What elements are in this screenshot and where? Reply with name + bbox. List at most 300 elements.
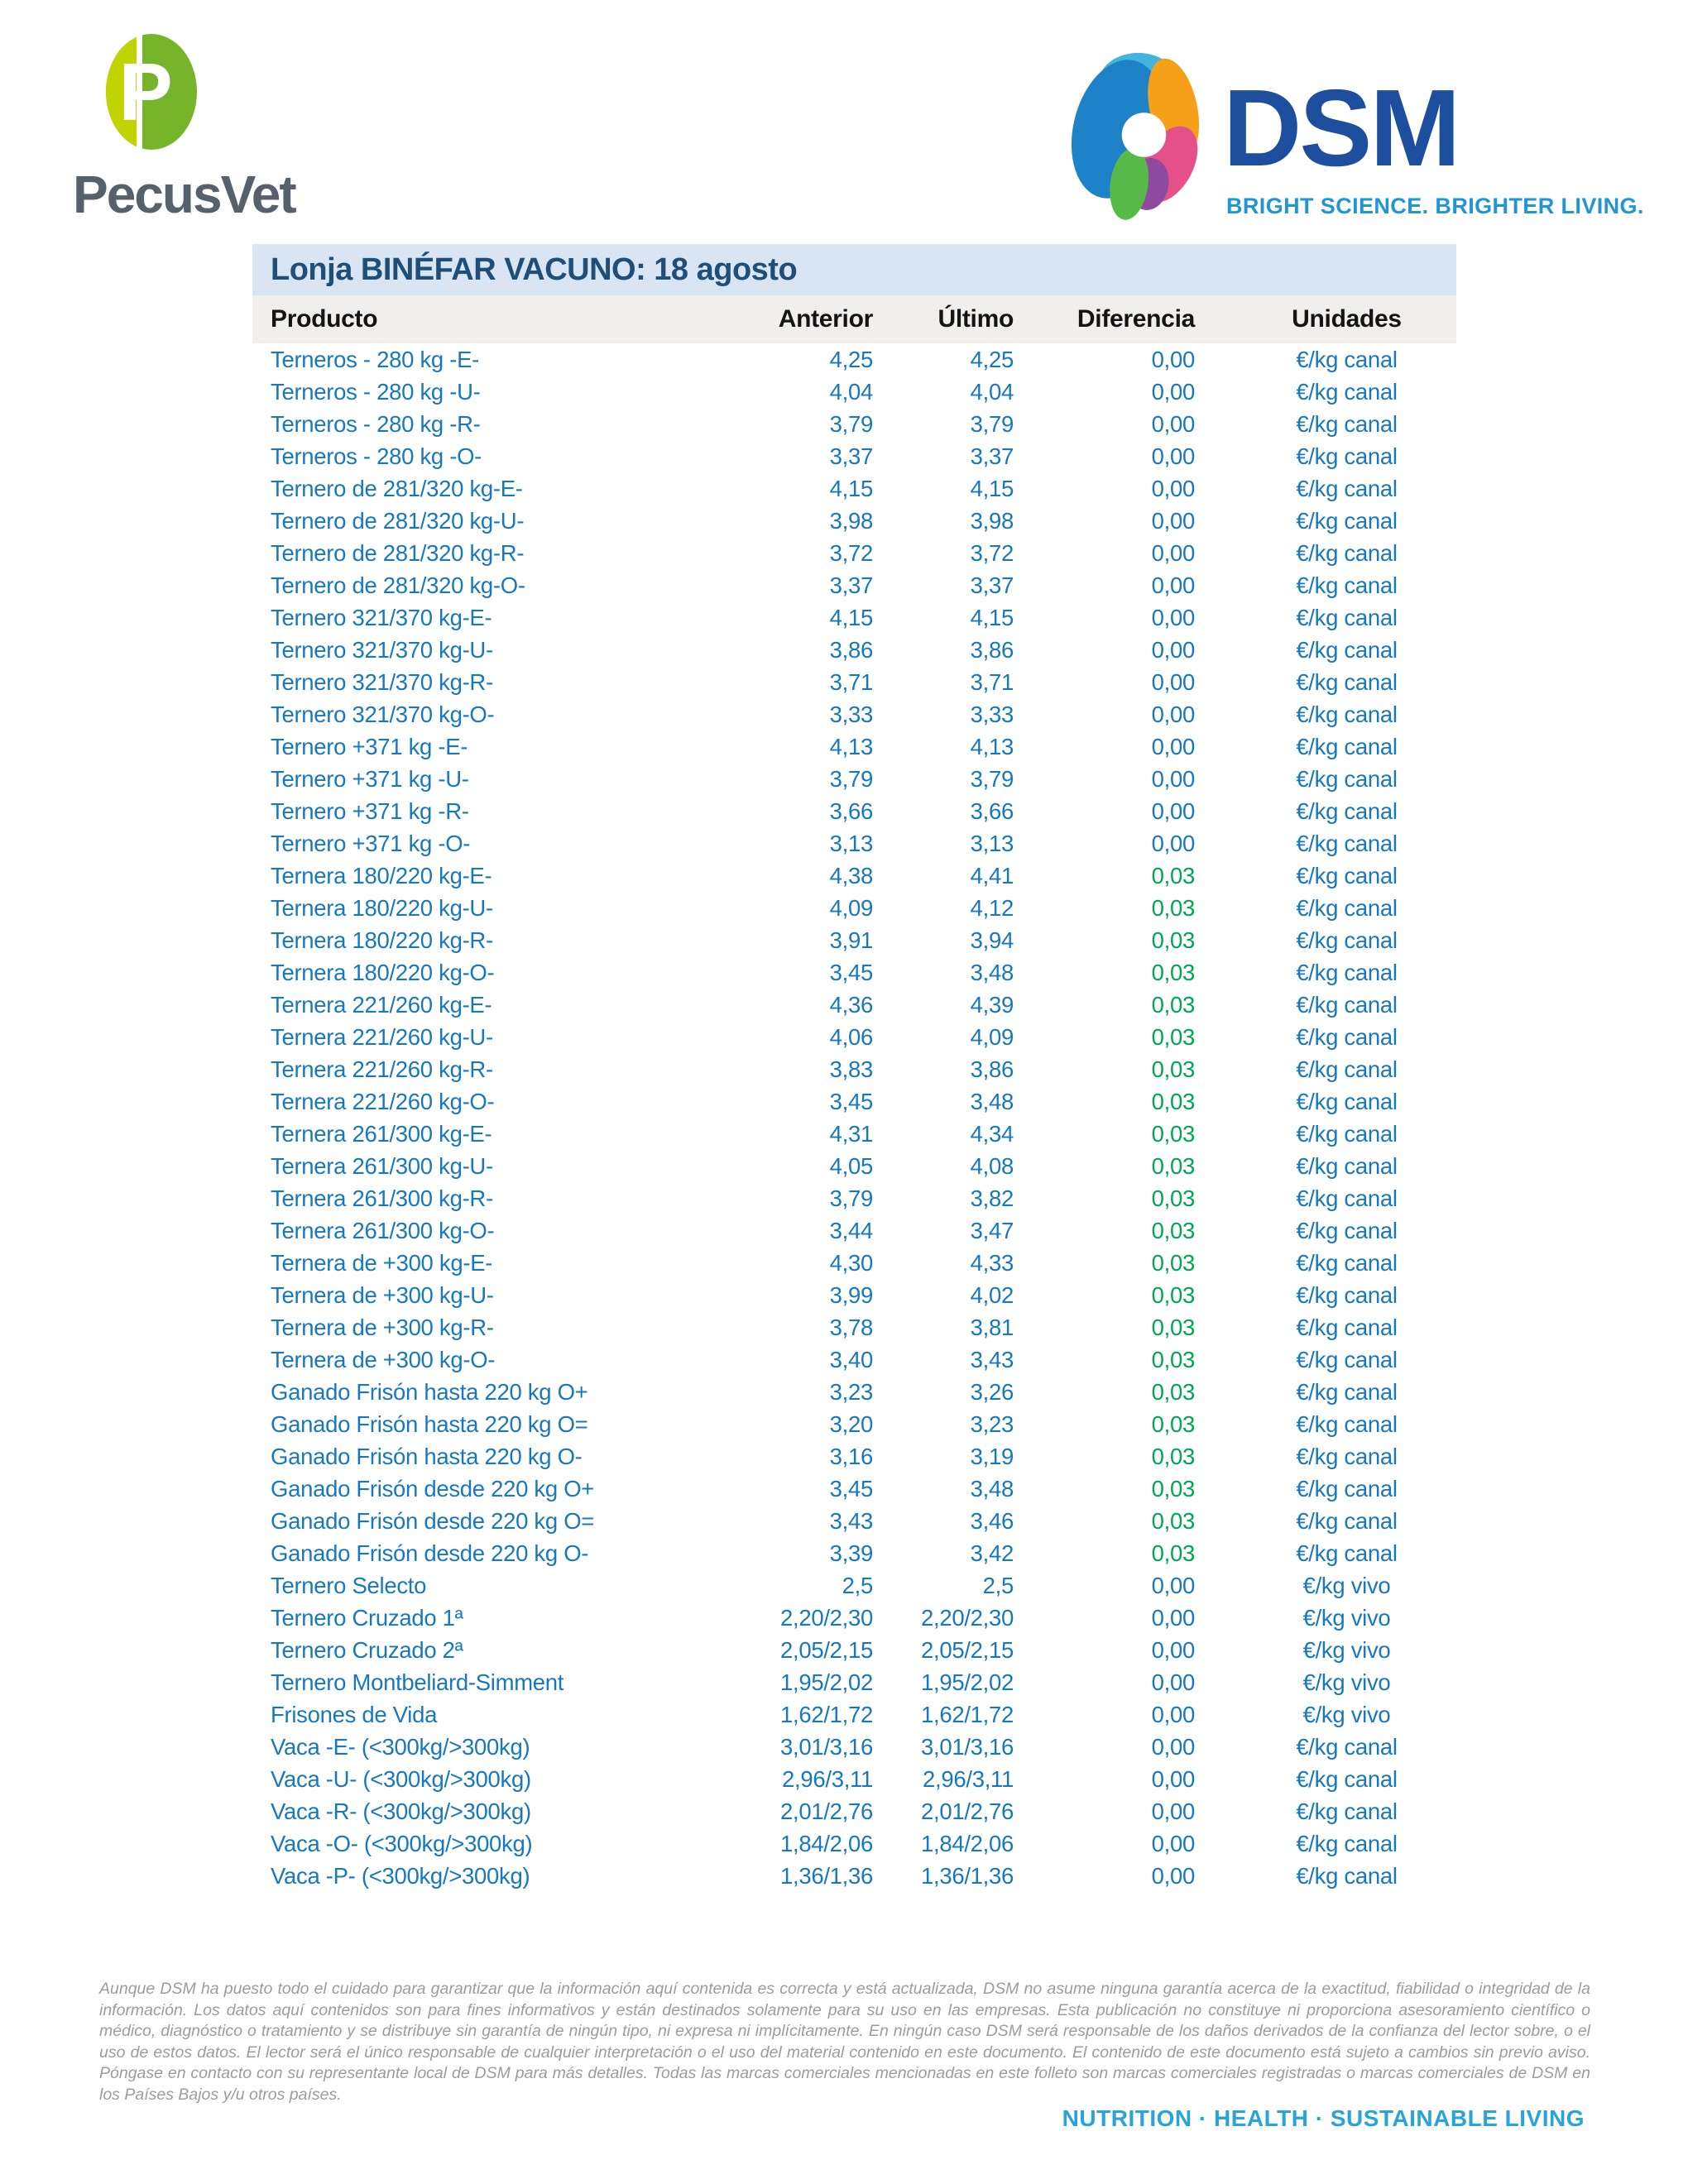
- product-name: Ternero Selecto: [271, 1572, 427, 1598]
- table-row: [252, 1279, 1456, 1311]
- unidades-value: €/kg canal: [1296, 927, 1398, 953]
- anterior-value: 3,39: [829, 1540, 873, 1566]
- ultimo-value: 4,39: [970, 991, 1014, 1018]
- product-name: Terneros - 280 kg -E-: [271, 346, 479, 372]
- product-name: Ternero +371 kg -R-: [271, 797, 469, 824]
- anterior-value: 4,36: [829, 991, 873, 1018]
- ultimo-value: 1,95/2,02: [921, 1669, 1014, 1695]
- table-row: [252, 1537, 1456, 1569]
- unidades-value: €/kg canal: [1296, 410, 1398, 437]
- table-title: Lonja BINÉFAR VACUNO: 18 agosto: [252, 244, 1456, 295]
- disclaimer-text: Aunque DSM ha puesto todo el cuidado para garantizar que la información aquí contenida es correcta y está actualizada, DSM no asume ninguna garantía acerca de la exactitud, fiabilidad o integridad de la información. Los datos aquí contenidos son para fines informativos y están destinados solamente para su uso en las empresas. Esta publicación no constituye ni proporciona asesoramiento científico o médico, diagnóstico o tratamiento y se distribuye sin garantía de ningún tipo, ni expresa ni implícitamente. En ningún caso DSM será responsable de los daños derivados de la confianza del lector sobre, o el uso de estos datos. El lector será el único responsable de cualquier interpretación o el uso del material contenido en este documento. El contenido de este documento está sujeto a cambios sin previo aviso. Póngase en contacto con su representante local de DSM para más detalles. Todas las marcas comerciales mencionadas en este folleto son marcas comerciales registradas o marcas comerciales de DSM en los Países Bajos y/u otros países.: [99, 1980, 1590, 2104]
- diferencia-value: 0,03: [1151, 894, 1195, 921]
- diferencia-value: 0,00: [1151, 1669, 1195, 1695]
- ultimo-value: 1,36/1,36: [921, 1862, 1014, 1889]
- table-row: [252, 1150, 1456, 1182]
- anterior-value: 2,20/2,30: [780, 1604, 873, 1631]
- diferencia-value: 0,03: [1151, 1378, 1195, 1405]
- diferencia-value: 0,00: [1151, 733, 1195, 759]
- diferencia-value: 0,00: [1151, 701, 1195, 727]
- product-name: Ternera 221/260 kg-R-: [271, 1056, 493, 1082]
- unidades-value: €/kg canal: [1296, 765, 1398, 792]
- anterior-value: 3,78: [829, 1314, 873, 1340]
- ultimo-value: 2,5: [982, 1572, 1014, 1598]
- anterior-value: 3,79: [829, 410, 873, 437]
- product-name: Ternera 261/300 kg-U-: [271, 1152, 493, 1179]
- pecusvet-monogram-icon: [106, 33, 197, 151]
- ultimo-value: 3,86: [970, 1056, 1014, 1082]
- diferencia-value: 0,03: [1151, 1410, 1195, 1437]
- table-row: [252, 795, 1456, 827]
- anterior-value: 4,06: [829, 1023, 873, 1050]
- diferencia-value: 0,00: [1151, 443, 1195, 469]
- ultimo-value: 2,20/2,30: [921, 1604, 1014, 1631]
- table-row: [252, 698, 1456, 730]
- product-name: Frisones de Vida: [271, 1701, 438, 1727]
- ultimo-value: 3,37: [970, 443, 1014, 469]
- product-name: Ternera 261/300 kg-R-: [271, 1185, 493, 1211]
- table-row: [252, 440, 1456, 472]
- anterior-value: 3,13: [829, 830, 873, 856]
- table-row: [252, 1053, 1456, 1085]
- diferencia-value: 0,00: [1151, 1572, 1195, 1598]
- ultimo-value: 3,71: [970, 668, 1014, 695]
- anterior-value: 3,71: [829, 668, 873, 695]
- unidades-value: €/kg canal: [1296, 507, 1398, 534]
- product-name: Ternero de 281/320 kg-E-: [271, 475, 523, 501]
- anterior-value: 3,86: [829, 636, 873, 663]
- unidades-value: €/kg canal: [1296, 604, 1398, 630]
- table-row: [252, 730, 1456, 763]
- table-row: [252, 1214, 1456, 1247]
- diferencia-value: 0,03: [1151, 862, 1195, 888]
- unidades-value: €/kg canal: [1296, 701, 1398, 727]
- product-name: Ganado Frisón hasta 220 kg O=: [271, 1410, 588, 1437]
- diferencia-value: 0,03: [1151, 1185, 1195, 1211]
- diferencia-value: 0,00: [1151, 830, 1195, 856]
- product-name: Ternero 321/370 kg-R-: [271, 668, 493, 695]
- unidades-value: €/kg canal: [1296, 894, 1398, 921]
- product-name: Terneros - 280 kg -U-: [271, 378, 481, 405]
- diferencia-value: 0,00: [1151, 765, 1195, 792]
- unidades-value: €/kg canal: [1296, 1475, 1398, 1502]
- product-name: Ternera 221/260 kg-E-: [271, 991, 492, 1018]
- product-name: Ganado Frisón hasta 220 kg O+: [271, 1378, 588, 1405]
- diferencia-value: 0,00: [1151, 1701, 1195, 1727]
- anterior-value: 3,98: [829, 507, 873, 534]
- unidades-value: €/kg canal: [1296, 1088, 1398, 1114]
- product-name: Ternera de +300 kg-E-: [271, 1249, 493, 1276]
- anterior-value: 4,15: [829, 604, 873, 630]
- diferencia-value: 0,03: [1151, 1314, 1195, 1340]
- table-row: [252, 827, 1456, 860]
- unidades-value: €/kg canal: [1296, 1281, 1398, 1308]
- diferencia-value: 0,00: [1151, 1830, 1195, 1856]
- dsm-swirl-icon: [1066, 43, 1219, 223]
- anterior-value: 2,01/2,76: [780, 1798, 873, 1824]
- dsm-tagline: BRIGHT SCIENCE. BRIGHTER LIVING.: [1226, 194, 1644, 218]
- table-row: [252, 1247, 1456, 1279]
- unidades-value: €/kg canal: [1296, 991, 1398, 1018]
- diferencia-value: 0,03: [1151, 1120, 1195, 1147]
- anterior-value: 4,09: [829, 894, 873, 921]
- product-name: Ternera 221/260 kg-O-: [271, 1088, 495, 1114]
- unidades-value: €/kg canal: [1296, 1249, 1398, 1276]
- anterior-value: 3,20: [829, 1410, 873, 1437]
- unidades-value: €/kg canal: [1296, 572, 1398, 598]
- anterior-value: 3,37: [829, 443, 873, 469]
- unidades-value: €/kg canal: [1296, 1410, 1398, 1437]
- unidades-value: €/kg canal: [1296, 1152, 1398, 1179]
- anterior-value: 3,72: [829, 539, 873, 566]
- diferencia-value: 0,03: [1151, 1281, 1195, 1308]
- ultimo-value: 3,33: [970, 701, 1014, 727]
- anterior-value: 4,04: [829, 378, 873, 405]
- ultimo-value: 3,01/3,16: [921, 1733, 1014, 1760]
- product-name: Ternero +371 kg -U-: [271, 765, 469, 792]
- ultimo-value: 3,37: [970, 572, 1014, 598]
- ultimo-value: 3,23: [970, 1410, 1014, 1437]
- product-name: Ganado Frisón desde 220 kg O+: [271, 1475, 595, 1502]
- unidades-value: €/kg canal: [1296, 636, 1398, 663]
- unidades-value: €/kg vivo: [1302, 1604, 1391, 1631]
- anterior-value: 3,44: [829, 1217, 873, 1243]
- unidades-value: €/kg canal: [1296, 539, 1398, 566]
- table-row: [252, 989, 1456, 1021]
- ultimo-value: 3,98: [970, 507, 1014, 534]
- unidades-value: €/kg canal: [1296, 1507, 1398, 1534]
- ultimo-value: 4,41: [970, 862, 1014, 888]
- table-row: [252, 1569, 1456, 1602]
- anterior-value: 3,91: [829, 927, 873, 953]
- product-name: Ganado Frisón desde 220 kg O-: [271, 1540, 589, 1566]
- product-name: Terneros - 280 kg -O-: [271, 443, 482, 469]
- table-row: [252, 472, 1456, 505]
- unidades-value: €/kg canal: [1296, 1217, 1398, 1243]
- ultimo-value: 3,42: [970, 1540, 1014, 1566]
- product-name: Ternera de +300 kg-O-: [271, 1346, 496, 1372]
- table-row: [252, 1343, 1456, 1376]
- product-name: Ganado Frisón desde 220 kg O=: [271, 1507, 595, 1534]
- unidades-value: €/kg canal: [1296, 1120, 1398, 1147]
- table-row: [252, 1698, 1456, 1731]
- product-name: Ternera 180/220 kg-U-: [271, 894, 493, 921]
- product-name: Ternera 261/300 kg-E-: [271, 1120, 492, 1147]
- unidades-value: €/kg canal: [1296, 1056, 1398, 1082]
- column-header-anterior: Anterior: [778, 305, 873, 333]
- unidades-value: €/kg canal: [1296, 1540, 1398, 1566]
- unidades-value: €/kg canal: [1296, 959, 1398, 985]
- product-name: Ternero 321/370 kg-E-: [271, 604, 492, 630]
- ultimo-value: 3,66: [970, 797, 1014, 824]
- diferencia-value: 0,00: [1151, 1798, 1195, 1824]
- diferencia-value: 0,00: [1151, 346, 1195, 372]
- product-name: Ternera de +300 kg-R-: [271, 1314, 494, 1340]
- diferencia-value: 0,03: [1151, 1540, 1195, 1566]
- column-header-producto: Producto: [271, 305, 378, 333]
- product-name: Ternero 321/370 kg-O-: [271, 701, 495, 727]
- ultimo-value: 2,05/2,15: [921, 1636, 1014, 1663]
- anterior-value: 4,13: [829, 733, 873, 759]
- table-row: [252, 956, 1456, 989]
- unidades-value: €/kg canal: [1296, 1862, 1398, 1889]
- anterior-value: 2,96/3,11: [782, 1765, 873, 1792]
- ultimo-value: 3,26: [970, 1378, 1014, 1405]
- product-name: Ternero 321/370 kg-U-: [271, 636, 493, 663]
- anterior-value: 2,5: [842, 1572, 873, 1598]
- diferencia-value: 0,03: [1151, 1249, 1195, 1276]
- diferencia-value: 0,00: [1151, 378, 1195, 405]
- product-name: Vaca -R- (<300kg/>300kg): [271, 1798, 531, 1824]
- ultimo-value: 2,96/3,11: [923, 1765, 1014, 1792]
- anterior-value: 3,45: [829, 1088, 873, 1114]
- ultimo-value: 4,04: [970, 378, 1014, 405]
- anterior-value: 4,15: [829, 475, 873, 501]
- diferencia-value: 0,03: [1151, 959, 1195, 985]
- diferencia-value: 0,00: [1151, 507, 1195, 534]
- ultimo-value: 3,48: [970, 1088, 1014, 1114]
- diferencia-value: 0,00: [1151, 572, 1195, 598]
- unidades-value: €/kg canal: [1296, 475, 1398, 501]
- anterior-value: 1,36/1,36: [780, 1862, 873, 1889]
- anterior-value: 3,16: [829, 1443, 873, 1469]
- unidades-value: €/kg vivo: [1302, 1572, 1391, 1598]
- diferencia-value: 0,03: [1151, 927, 1195, 953]
- table-row: [252, 1827, 1456, 1860]
- ultimo-value: 4,13: [970, 733, 1014, 759]
- diferencia-value: 0,00: [1151, 636, 1195, 663]
- diferencia-value: 0,00: [1151, 1862, 1195, 1889]
- anterior-value: 3,37: [829, 572, 873, 598]
- ultimo-value: 4,15: [970, 604, 1014, 630]
- ultimo-value: 4,08: [970, 1152, 1014, 1179]
- product-name: Ternero de 281/320 kg-U-: [271, 507, 525, 534]
- table-row: [252, 1602, 1456, 1634]
- diferencia-value: 0,03: [1151, 1475, 1195, 1502]
- product-name: Ternero +371 kg -O-: [271, 830, 471, 856]
- table-row: [252, 666, 1456, 698]
- anterior-value: 3,66: [829, 797, 873, 824]
- product-name: Ternera 180/220 kg-O-: [271, 959, 495, 985]
- diferencia-value: 0,00: [1151, 1733, 1195, 1760]
- dsm-wordmark: DSM: [1223, 67, 1459, 189]
- product-name: Vaca -P- (<300kg/>300kg): [271, 1862, 530, 1889]
- table-row: [252, 376, 1456, 408]
- diferencia-value: 0,00: [1151, 475, 1195, 501]
- anterior-value: 3,40: [829, 1346, 873, 1372]
- table-row: [252, 924, 1456, 956]
- diferencia-value: 0,03: [1151, 1507, 1195, 1534]
- anterior-value: 3,99: [829, 1281, 873, 1308]
- table-row: [252, 1182, 1456, 1214]
- ultimo-value: 3,19: [970, 1443, 1014, 1469]
- product-name: Terneros - 280 kg -R-: [271, 410, 481, 437]
- product-name: Vaca -E- (<300kg/>300kg): [271, 1733, 530, 1760]
- table-row: [252, 1085, 1456, 1118]
- table-row: [252, 1505, 1456, 1537]
- unidades-value: €/kg canal: [1296, 862, 1398, 888]
- unidades-value: €/kg canal: [1296, 830, 1398, 856]
- ultimo-value: 3,86: [970, 636, 1014, 663]
- table-row: [252, 505, 1456, 537]
- table-row: [252, 1440, 1456, 1473]
- product-name: Ternero de 281/320 kg-O-: [271, 572, 525, 598]
- column-header-unidades: Unidades: [1292, 305, 1402, 333]
- diferencia-value: 0,00: [1151, 410, 1195, 437]
- anterior-value: 3,33: [829, 701, 873, 727]
- diferencia-value: 0,00: [1151, 604, 1195, 630]
- anterior-value: 3,23: [829, 1378, 873, 1405]
- unidades-value: €/kg canal: [1296, 1346, 1398, 1372]
- table-row: [252, 1795, 1456, 1827]
- diferencia-value: 0,03: [1151, 1346, 1195, 1372]
- ultimo-value: 4,09: [970, 1023, 1014, 1050]
- anterior-value: 1,95/2,02: [780, 1669, 873, 1695]
- ultimo-value: 3,48: [970, 1475, 1014, 1502]
- diferencia-value: 0,00: [1151, 1636, 1195, 1663]
- pecusvet-wordmark: PecusVet: [73, 165, 295, 224]
- anterior-value: 4,05: [829, 1152, 873, 1179]
- product-name: Ternera 180/220 kg-R-: [271, 927, 493, 953]
- ultimo-value: 3,94: [970, 927, 1014, 953]
- anterior-value: 3,83: [829, 1056, 873, 1082]
- table-row: [252, 343, 1456, 376]
- footer-tagline: NUTRITION · HEALTH · SUSTAINABLE LIVING: [1062, 2105, 1585, 2131]
- table-row: [252, 1408, 1456, 1440]
- ultimo-value: 4,02: [970, 1281, 1014, 1308]
- ultimo-value: 2,01/2,76: [921, 1798, 1014, 1824]
- unidades-value: €/kg vivo: [1302, 1636, 1391, 1663]
- table-row: [252, 601, 1456, 634]
- diferencia-value: 0,03: [1151, 1217, 1195, 1243]
- product-name: Ternero de 281/320 kg-R-: [271, 539, 525, 566]
- price-table: [252, 244, 1456, 1892]
- product-name: Ternera de +300 kg-U-: [271, 1281, 494, 1308]
- unidades-value: €/kg vivo: [1302, 1701, 1391, 1727]
- product-name: Ternera 221/260 kg-U-: [271, 1023, 493, 1050]
- unidades-value: €/kg canal: [1296, 1830, 1398, 1856]
- unidades-value: €/kg canal: [1296, 733, 1398, 759]
- product-name: Ternero +371 kg -E-: [271, 733, 468, 759]
- diferencia-value: 0,00: [1151, 539, 1195, 566]
- diferencia-value: 0,03: [1151, 1152, 1195, 1179]
- diferencia-value: 0,03: [1151, 1056, 1195, 1082]
- anterior-value: 3,45: [829, 1475, 873, 1502]
- ultimo-value: 3,72: [970, 539, 1014, 566]
- table-row: [252, 1666, 1456, 1698]
- ultimo-value: 3,13: [970, 830, 1014, 856]
- ultimo-value: 3,43: [970, 1346, 1014, 1372]
- unidades-value: €/kg canal: [1296, 346, 1398, 372]
- table-row: [252, 634, 1456, 666]
- diferencia-value: 0,00: [1151, 668, 1195, 695]
- diferencia-value: 0,00: [1151, 1604, 1195, 1631]
- table-row: [252, 1860, 1456, 1892]
- anterior-value: 2,05/2,15: [780, 1636, 873, 1663]
- table-row: [252, 1311, 1456, 1343]
- product-name: Ganado Frisón hasta 220 kg O-: [271, 1443, 583, 1469]
- unidades-value: €/kg canal: [1296, 1765, 1398, 1792]
- table-header: [252, 295, 1456, 343]
- anterior-value: 4,30: [829, 1249, 873, 1276]
- product-name: Vaca -O- (<300kg/>300kg): [271, 1830, 533, 1856]
- pecusvet-logo: [73, 33, 338, 224]
- diferencia-value: 0,03: [1151, 1088, 1195, 1114]
- ultimo-value: 3,81: [970, 1314, 1014, 1340]
- ultimo-value: 4,34: [970, 1120, 1014, 1147]
- anterior-value: 3,79: [829, 765, 873, 792]
- column-header-ultimo: Último: [938, 305, 1014, 333]
- table-row: [252, 537, 1456, 569]
- table-row: [252, 892, 1456, 924]
- unidades-value: €/kg canal: [1296, 1798, 1398, 1824]
- ultimo-value: 3,82: [970, 1185, 1014, 1211]
- unidades-value: €/kg canal: [1296, 1314, 1398, 1340]
- ultimo-value: 3,79: [970, 765, 1014, 792]
- pecusvet-monogram: P: [118, 46, 173, 137]
- table-row: [252, 569, 1456, 601]
- ultimo-value: 4,12: [970, 894, 1014, 921]
- table-body: [252, 343, 1456, 1892]
- ultimo-value: 4,33: [970, 1249, 1014, 1276]
- ultimo-value: 3,46: [970, 1507, 1014, 1534]
- unidades-value: €/kg canal: [1296, 1185, 1398, 1211]
- ultimo-value: 3,47: [970, 1217, 1014, 1243]
- table-row: [252, 1473, 1456, 1505]
- product-name: Ternero Cruzado 2ª: [271, 1636, 463, 1663]
- product-name: Ternera 261/300 kg-O-: [271, 1217, 495, 1243]
- anterior-value: 3,01/3,16: [780, 1733, 873, 1760]
- table-row: [252, 860, 1456, 892]
- diferencia-value: 0,03: [1151, 991, 1195, 1018]
- table-row: [252, 1763, 1456, 1795]
- ultimo-value: 3,48: [970, 959, 1014, 985]
- unidades-value: €/kg canal: [1296, 668, 1398, 695]
- diferencia-value: 0,00: [1151, 797, 1195, 824]
- ultimo-value: 4,25: [970, 346, 1014, 372]
- anterior-value: 3,45: [829, 959, 873, 985]
- diferencia-value: 0,03: [1151, 1023, 1195, 1050]
- unidades-value: €/kg canal: [1296, 1443, 1398, 1469]
- table-row: [252, 1118, 1456, 1150]
- anterior-value: 3,79: [829, 1185, 873, 1211]
- product-name: Vaca -U- (<300kg/>300kg): [271, 1765, 531, 1792]
- unidades-value: €/kg vivo: [1302, 1669, 1391, 1695]
- product-name: Ternero Montbeliard-Simment: [271, 1669, 564, 1695]
- unidades-value: €/kg canal: [1296, 1378, 1398, 1405]
- table-row: [252, 1634, 1456, 1666]
- ultimo-value: 3,79: [970, 410, 1014, 437]
- ultimo-value: 4,15: [970, 475, 1014, 501]
- unidades-value: €/kg canal: [1296, 797, 1398, 824]
- anterior-value: 4,38: [829, 862, 873, 888]
- ultimo-value: 1,84/2,06: [921, 1830, 1014, 1856]
- unidades-value: €/kg canal: [1296, 1733, 1398, 1760]
- column-header-diferencia: Diferencia: [1077, 305, 1195, 333]
- anterior-value: 4,31: [829, 1120, 873, 1147]
- product-name: Ternero Cruzado 1ª: [271, 1604, 463, 1631]
- unidades-value: €/kg canal: [1296, 443, 1398, 469]
- ultimo-value: 1,62/1,72: [921, 1701, 1014, 1727]
- diferencia-value: 0,00: [1151, 1765, 1195, 1792]
- unidades-value: €/kg canal: [1296, 378, 1398, 405]
- anterior-value: 3,43: [829, 1507, 873, 1534]
- anterior-value: 1,62/1,72: [780, 1701, 873, 1727]
- anterior-value: 4,25: [829, 346, 873, 372]
- table-row: [252, 1731, 1456, 1763]
- unidades-value: €/kg canal: [1296, 1023, 1398, 1050]
- anterior-value: 1,84/2,06: [780, 1830, 873, 1856]
